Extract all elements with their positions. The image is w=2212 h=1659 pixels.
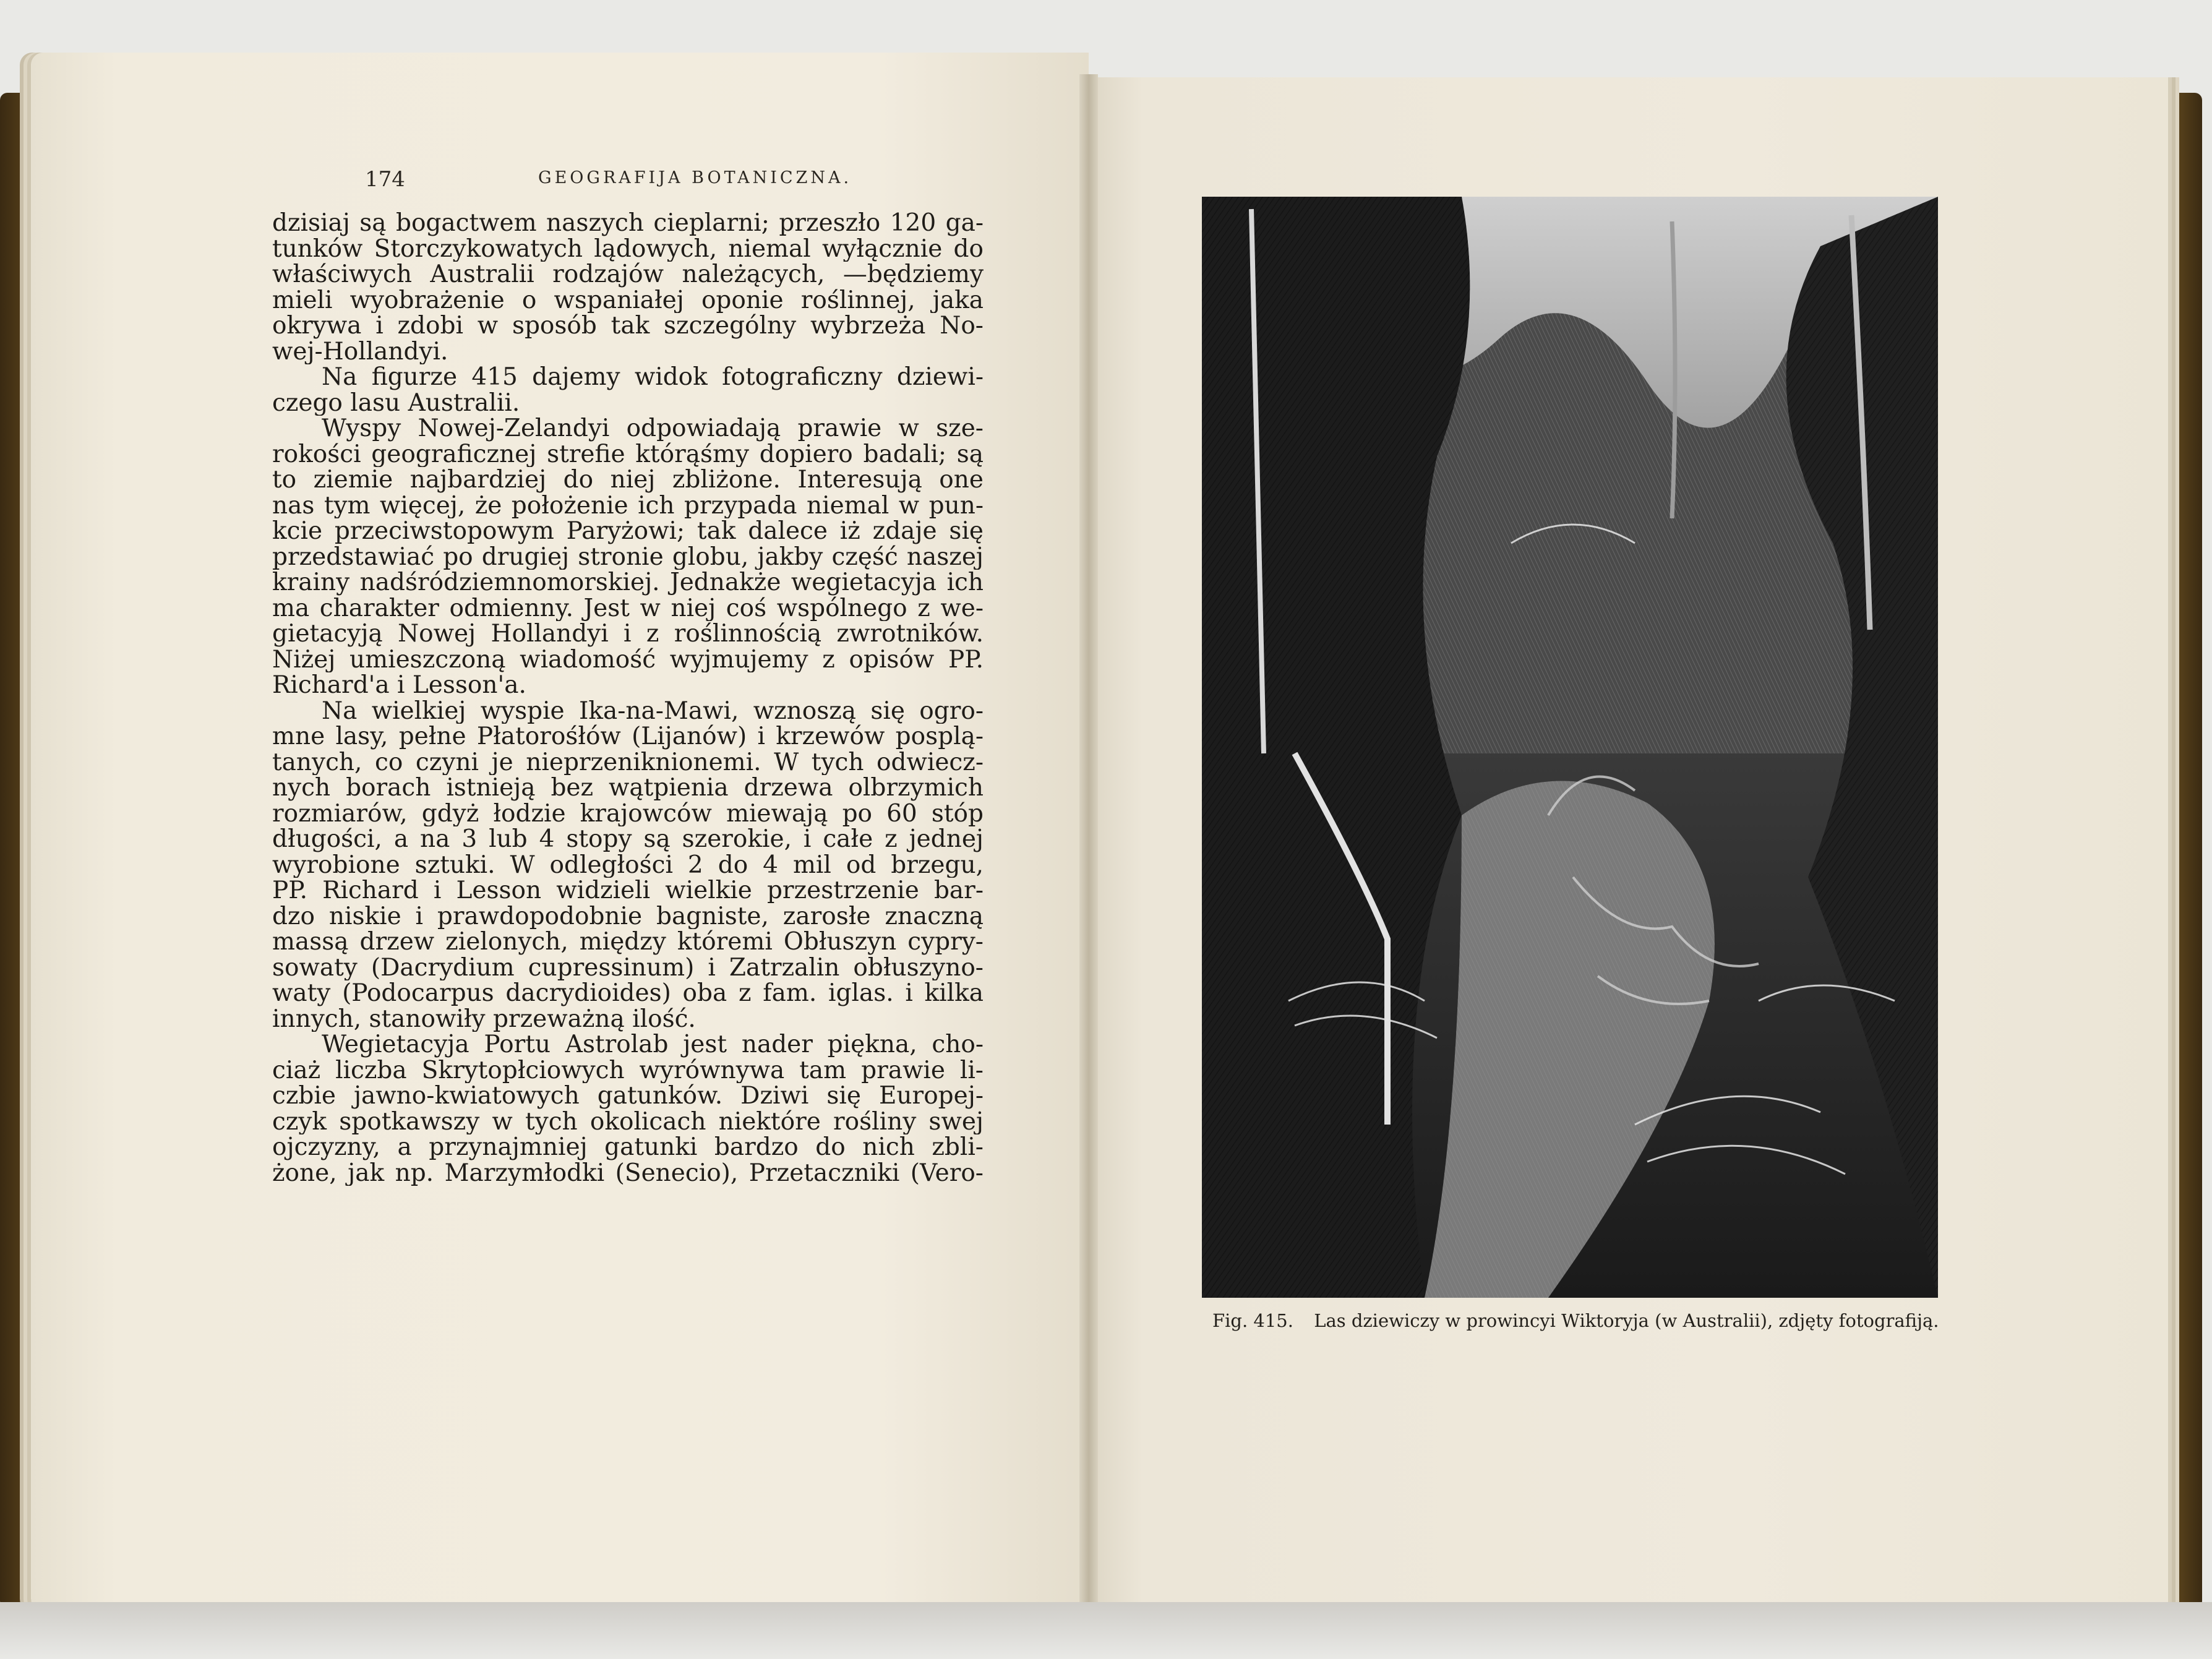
text-line: ciaż liczba Skrytopłciowych wyrównywa tam prawie li- <box>272 1057 984 1083</box>
text-line: przedstawiać po drugiej stronie globu, jakby część naszej <box>272 544 984 570</box>
text-line: długości, a na 3 lub 4 stopy są szerokie, i całe z jednej <box>272 826 984 852</box>
text-line: Niżej umieszczoną wiadomość wyjmujemy z opisów PP. <box>272 646 984 672</box>
running-head <box>365 167 990 198</box>
text-line: Wegietacyja Portu Astrolab jest nader piękna, cho- <box>322 1032 984 1058</box>
running-head-title: GEOGRAFIJA BOTANICZNA. <box>538 168 852 187</box>
text-line: nas tym więcej, że położenie ich przypada niemal w pun- <box>272 492 984 518</box>
text-line: kcie przeciwstopowym Paryżowi; tak dalece iż zdaje się <box>272 518 984 544</box>
text-line: czbie jawno-kwiatowych gatunków. Dziwi się Europej- <box>272 1083 984 1109</box>
text-line: rokości geograficznej strefie którąśmy dopiero badali; są <box>272 441 984 467</box>
text-line: tunków Storczykowatych lądowych, niemal wyłącznie do <box>272 236 984 262</box>
text-line: mieli wyobrażenie o wspaniałej oponie roślinnej, jaka <box>272 287 984 313</box>
figure-caption-text: Las dziewiczy w prowincyi Wiktoryja (w Australii), zdjęty fotografiją. <box>1314 1310 1939 1331</box>
text-line: nych borach istnieją bez wątpienia drzewa olbrzymich <box>272 775 984 801</box>
text-line: ojczyzny, a przynajmniej gatunki bardzo do nich zbli- <box>272 1134 984 1160</box>
text-line: okrywa i zdobi w sposób tak szczególny wybrzeża No- <box>272 313 984 339</box>
table-surface <box>0 1602 2212 1659</box>
text-line: wyrobione sztuki. W odległości 2 do 4 mil od brzegu, <box>272 852 984 878</box>
page-number: 174 <box>365 167 405 192</box>
text-line: innych, stanowiły przeważną ilość. <box>272 1006 696 1032</box>
text-line: Na wielkiej wyspie Ika-na-Mawi, wznoszą się ogro- <box>322 698 984 724</box>
forest-engraving <box>1202 197 1938 1298</box>
text-line: mne lasy, pełne Płatorośłów (Lijanów) i krzewów posplą- <box>272 724 984 750</box>
text-line: czego lasu Australii. <box>272 390 520 416</box>
text-line: wej-Hollandyi. <box>272 338 448 364</box>
text-line: to ziemie najbardziej do niej zbliżone. Interesują one <box>272 467 984 493</box>
text-line: Richard'a i Lesson'a. <box>272 672 526 698</box>
text-line: rozmiarów, gdyż łodzie krajowców miewają po 60 stóp <box>272 800 984 826</box>
text-line: dzo niskie i prawdopodobnie bagniste, zarosłe znaczną <box>272 903 984 929</box>
text-line: Na figurze 415 dajemy widok fotograficzny dziewi- <box>322 364 984 390</box>
book-gutter <box>1079 74 1098 1608</box>
text-line: krainy nadśródziemnomorskiej. Jednakże wegietacyja ich <box>272 570 984 596</box>
text-line: właściwych Australii rodzajów należących, —będziemy <box>272 262 984 288</box>
text-line: PP. Richard i Lesson widzieli wielkie przestrzenie bar- <box>272 878 984 904</box>
text-line: Wyspy Nowej-Zelandyi odpowiadają prawie w sze- <box>322 416 984 442</box>
text-line: dzisiaj są bogactwem naszych cieplarni; przeszło 120 ga- <box>272 210 984 236</box>
text-line: sowaty (Dacrydium cupressinum) i Zatrzalin obłuszyno- <box>272 954 984 980</box>
text-line: czyk spotkawszy w tych okolicach niektóre rośliny swej <box>272 1108 984 1134</box>
text-line: waty (Podocarpus dacrydioides) oba z fam. iglas. i kilka <box>272 980 984 1006</box>
figure-label: Fig. 415. <box>1212 1310 1293 1331</box>
figure-caption <box>1212 1310 1942 1335</box>
text-line: ma charakter odmienny. Jest w niej coś wspólnego z we- <box>272 595 984 621</box>
engraving-forest-icon <box>1202 197 1938 1298</box>
text-line: gietacyją Nowej Hollandyi i z roślinnością zwrotników. <box>272 621 984 647</box>
body-text <box>272 210 984 1311</box>
text-line: żone, jak np. Marzymłodki (Senecio), Przetaczniki (Vero- <box>272 1160 984 1186</box>
text-line: tanych, co czyni je nieprzeniknionemi. W tych odwiecz- <box>272 749 984 775</box>
text-line: massą drzew zielonych, między któremi Obłuszyn cypry- <box>272 929 984 955</box>
